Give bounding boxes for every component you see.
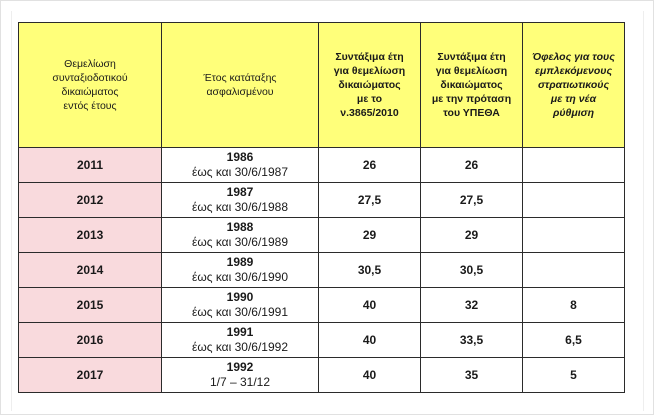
cell-entitlement-year: 2011 — [19, 148, 162, 183]
cell-years-proposal: 32 — [421, 288, 523, 323]
cell-entitlement-year: 2014 — [19, 253, 162, 288]
enlistment-range-value: έως και 30/6/1988 — [191, 200, 288, 214]
pension-years-table — [18, 22, 625, 393]
cell-years-proposal: 30,5 — [421, 253, 523, 288]
cell-entitlement-year: 2013 — [19, 218, 162, 253]
cell-years-current-law: 40 — [319, 288, 421, 323]
enlistment-year-value: 1990 — [226, 290, 254, 304]
enlistment-year-value: 1988 — [226, 220, 254, 234]
enlistment-year-value: 1989 — [226, 255, 254, 269]
enlistment-range-value: 1/7 – 31/12 — [209, 375, 271, 389]
table-row — [19, 288, 625, 323]
enlistment-range-value: έως και 30/6/1992 — [191, 340, 288, 354]
cell-years-current-law: 40 — [319, 323, 421, 358]
cell-benefit — [523, 183, 625, 218]
cell-years-proposal: 27,5 — [421, 183, 523, 218]
cell-enlistment-year — [162, 148, 319, 183]
enlistment-year-value: 1987 — [226, 185, 254, 199]
table-header-row — [19, 23, 625, 148]
table-body — [19, 148, 625, 393]
cell-enlistment-year — [162, 358, 319, 393]
cell-entitlement-year: 2012 — [19, 183, 162, 218]
cell-entitlement-year: 2016 — [19, 323, 162, 358]
table-row — [19, 148, 625, 183]
table-row — [19, 323, 625, 358]
cell-benefit — [523, 253, 625, 288]
table-row — [19, 358, 625, 393]
cell-enlistment-year — [162, 218, 319, 253]
enlistment-year-value: 1992 — [226, 360, 254, 374]
cell-entitlement-year: 2017 — [19, 358, 162, 393]
cell-years-proposal: 33,5 — [421, 323, 523, 358]
cell-years-proposal: 26 — [421, 148, 523, 183]
cell-benefit: 6,5 — [523, 323, 625, 358]
cell-years-current-law: 29 — [319, 218, 421, 253]
cell-benefit: 8 — [523, 288, 625, 323]
cell-enlistment-year — [162, 323, 319, 358]
cell-benefit: 5 — [523, 358, 625, 393]
enlistment-year-value: 1991 — [226, 325, 254, 339]
table-row — [19, 253, 625, 288]
cell-years-proposal: 35 — [421, 358, 523, 393]
table-row — [19, 218, 625, 253]
cell-years-current-law: 40 — [319, 358, 421, 393]
cell-entitlement-year: 2015 — [19, 288, 162, 323]
enlistment-range-value: έως και 30/6/1987 — [191, 165, 288, 179]
enlistment-range-value: έως και 30/6/1989 — [191, 235, 288, 249]
cell-enlistment-year — [162, 253, 319, 288]
header-benefit: Όφελος για τους εμπλεκόμενους στρατιωτικούς με τη νέα ρύθμιση — [523, 23, 625, 148]
header-entitlement-year: Θεμελίωση συνταξιοδοτικού δικαιώματος εντός έτους — [19, 23, 162, 148]
header-enlistment-year: Έτος κατάταξης ασφαλισμένου — [162, 23, 319, 148]
enlistment-range-value: έως και 30/6/1991 — [191, 305, 288, 319]
header-years-current-law: Συντάξιμα έτη για θεμελίωση δικαιώματος με το ν.3865/2010 — [319, 23, 421, 148]
cell-benefit — [523, 148, 625, 183]
cell-benefit — [523, 218, 625, 253]
cell-enlistment-year — [162, 288, 319, 323]
header-years-proposal: Συντάξιμα έτη για θεμελίωση δικαιώματος με την πρόταση του ΥΠΕΘΑ — [421, 23, 523, 148]
enlistment-year-value: 1986 — [226, 150, 254, 164]
cell-years-proposal: 29 — [421, 218, 523, 253]
table-row — [19, 183, 625, 218]
cell-years-current-law: 26 — [319, 148, 421, 183]
cell-years-current-law: 27,5 — [319, 183, 421, 218]
cell-enlistment-year — [162, 183, 319, 218]
cell-years-current-law: 30,5 — [319, 253, 421, 288]
enlistment-range-value: έως και 30/6/1990 — [191, 270, 288, 284]
